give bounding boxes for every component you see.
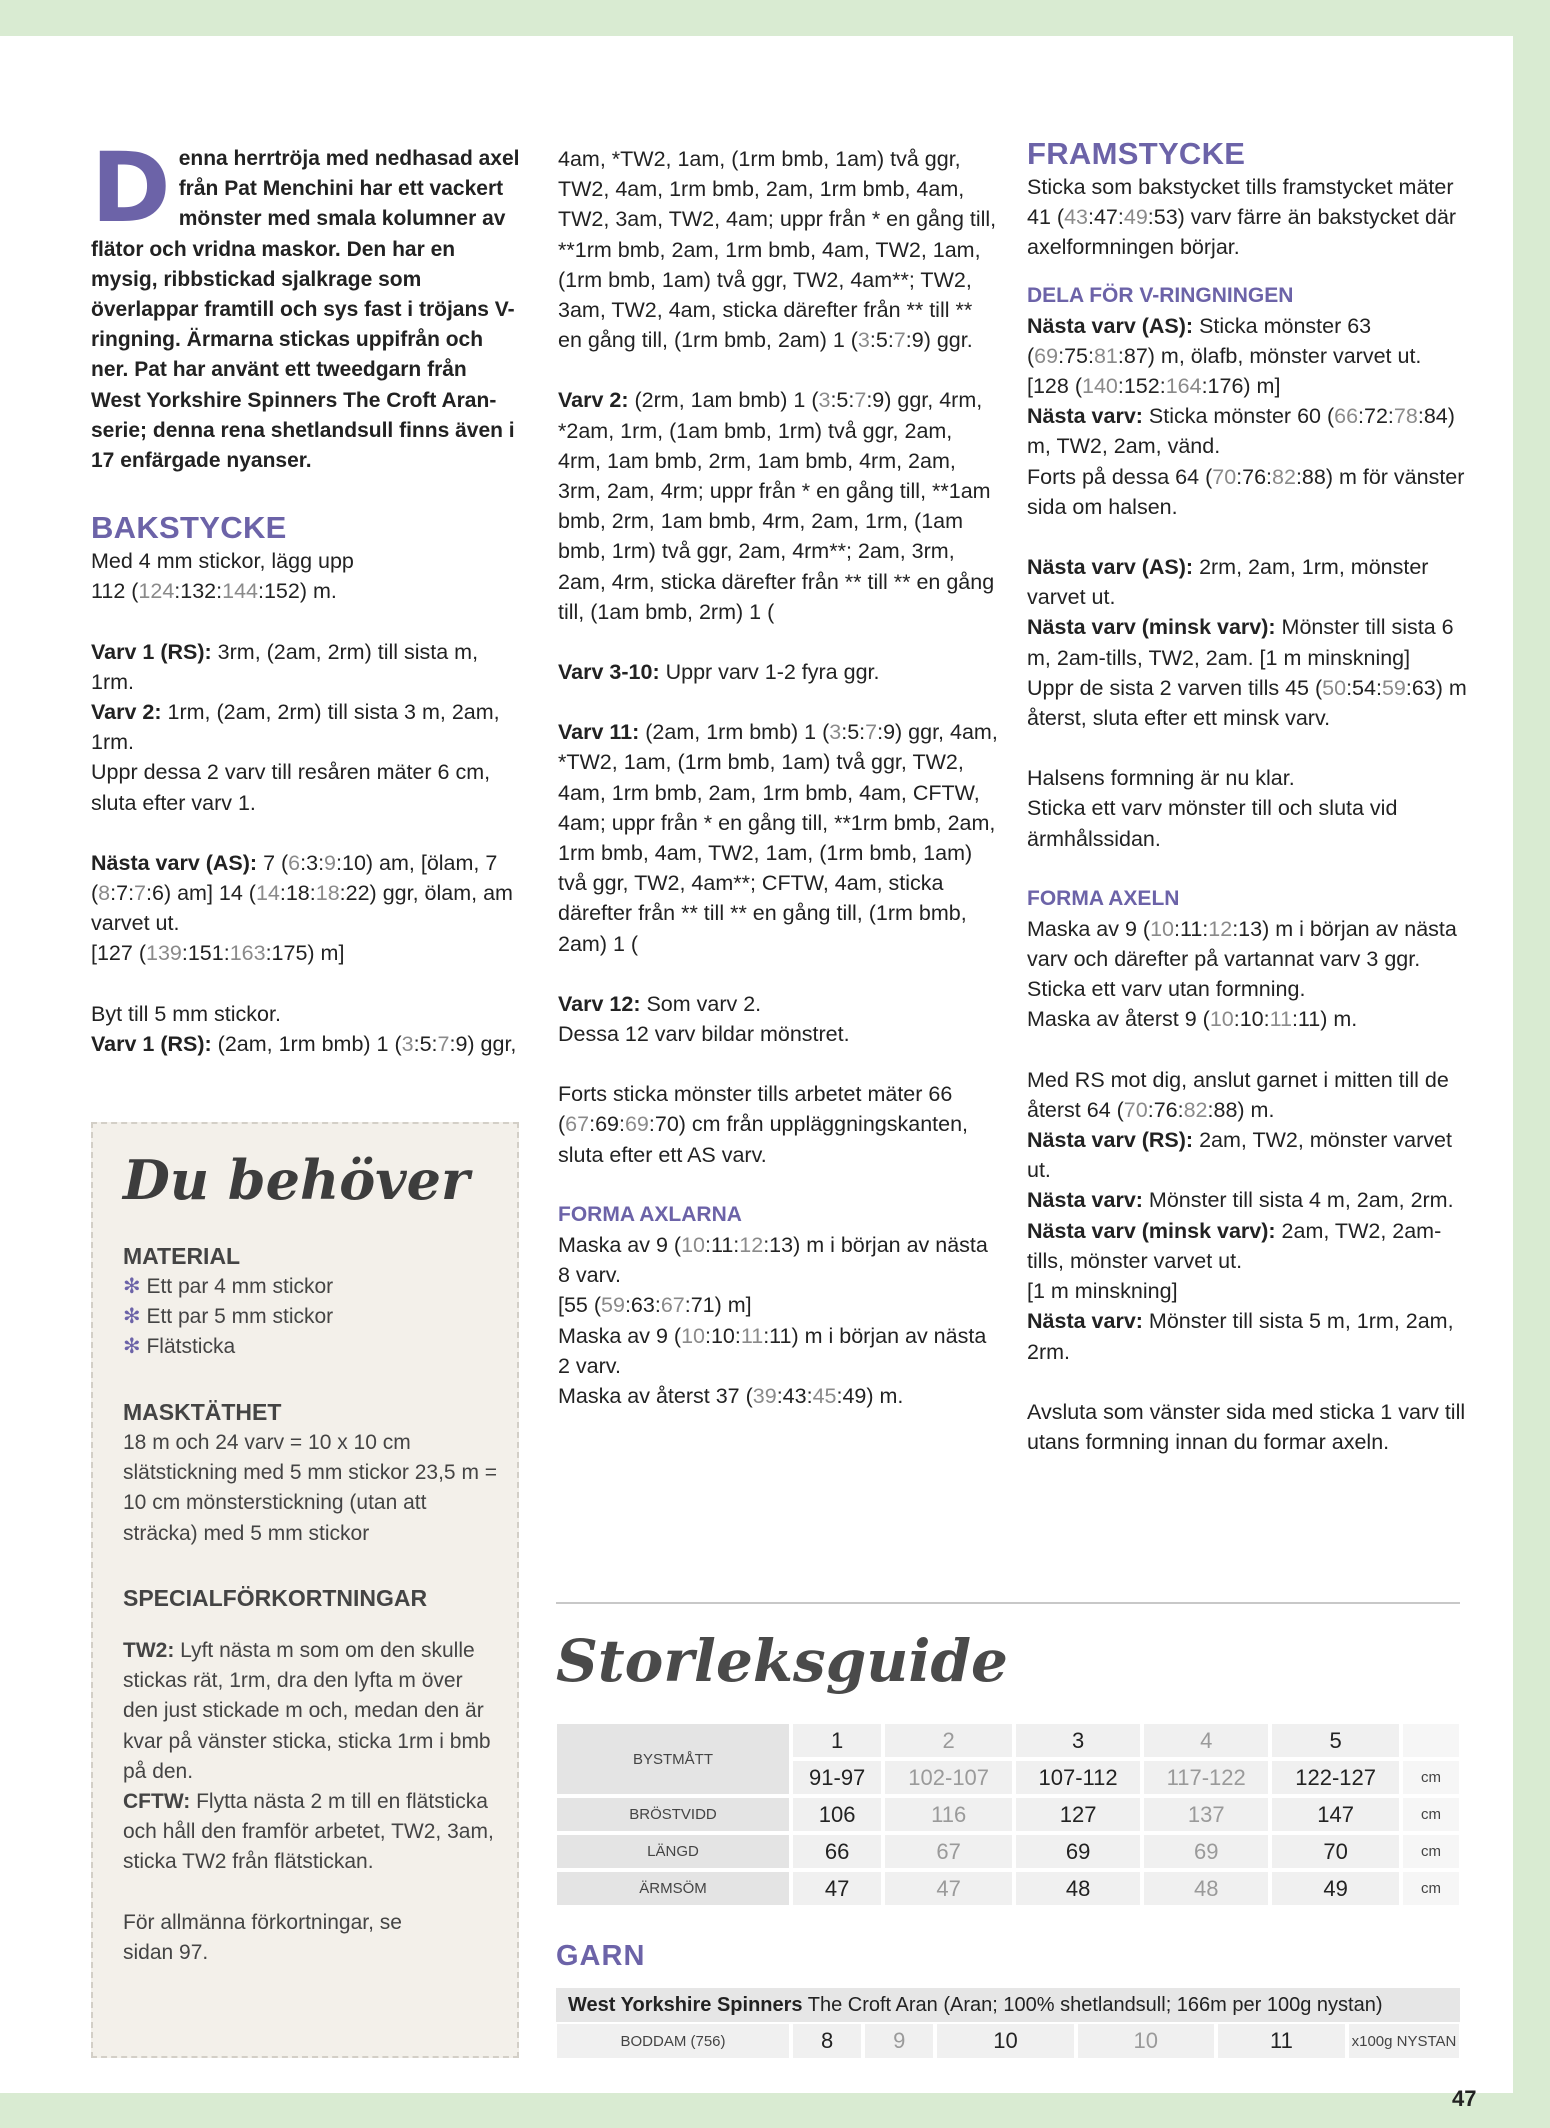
column-1 <box>91 132 521 1059</box>
fram-hals2: Sticka ett varv mönster till och sluta vid ärmhålssidan. <box>1027 796 1398 851</box>
fram-n5: Uppr de sista 2 varven tills 45 (50:54:59:63) m återst, sluta efter ett minsk varv. <box>1027 675 1467 731</box>
material-item-2: ✻ Ett par 5 mm stickor <box>123 1305 334 1329</box>
right-m4b: [1 m minskning] <box>1027 1279 1178 1304</box>
axl-1: Maska av 9 (10:11:12:13) m i början av nästa 8 varv. <box>558 1232 988 1288</box>
col2-varv3-10: Varv 3-10: Uppr varv 1-2 fyra ggr. <box>558 660 880 685</box>
size-unit: cm <box>1403 1872 1459 1905</box>
yarn-cell: 8 <box>793 2024 861 2058</box>
bak-byt: Byt till 5 mm stickor. <box>91 1001 281 1026</box>
garn-heading: GARN <box>556 1940 646 1972</box>
axeln-2: Sticka ett varv utan formning. <box>1027 977 1306 1002</box>
size-cell: 122-127 <box>1272 1761 1399 1794</box>
fram-hals1: Halsens formning är nu klar. <box>1027 766 1295 791</box>
bak-varv2: Varv 2: 1rm, (2am, 2rm) till sista 3 m, 2am, 1rm. <box>91 700 500 755</box>
forma-axlarna-heading: FORMA AXLARNA <box>558 1202 742 1226</box>
size-cell: 47 <box>793 1872 881 1905</box>
fram-n2: Nästa varv: Sticka mönster 60 (66:72:78:84) m, TW2, 2am, vänd. <box>1027 404 1455 459</box>
intro-paragraph <box>91 132 521 476</box>
material-section <box>123 1240 503 1363</box>
bak-varv1b: Varv 1 (RS): (2am, 1rm bmb) 1 (3:5:7:9) ggr, <box>91 1031 517 1056</box>
right-m1: Med RS mot dig, anslut garnet i mitten till de återst 64 (70:76:82:88) m. <box>1027 1067 1449 1122</box>
size-unit: cm <box>1403 1835 1459 1868</box>
tw2-def: TW2: Lyft nästa m som om den skulle stickas rät, 1rm, dra den lyfta m över den just stickade m och, medan den är kvar på vänster sticka, sticka 1rm i bmb på den. <box>123 1639 491 1783</box>
forma-axeln-heading: FORMA AXELN <box>1027 886 1180 910</box>
column-2 <box>558 144 998 1411</box>
size-1: 1 <box>793 1724 881 1757</box>
size-row-chest <box>557 1798 1459 1831</box>
size-5: 5 <box>1272 1724 1399 1757</box>
size-cell: 48 <box>1016 1872 1140 1905</box>
size-guide-title: Storleksguide <box>556 1627 1008 1695</box>
cftw-def: CFTW: Flytta nästa 2 m till en flätsticka och håll den framför arbetet, TW2, 3am, sticka TW2 från flätstickan. <box>123 1790 494 1874</box>
col2-forts: Forts sticka mönster tills arbetet mäter 66 (67:69:69:70) cm från uppläggningskanten, sluta efter ett AS varv. <box>558 1082 969 1167</box>
bak-uppr: Uppr dessa 2 varv till resåren mäter 6 cm, sluta efter varv 1. <box>91 760 491 815</box>
drop-cap: D <box>91 132 171 244</box>
right-m2: Nästa varv (RS): 2am, TW2, mönster varvet ut. <box>1027 1128 1452 1183</box>
fram-n1: Nästa varv (AS): Sticka mönster 63 (69:75:81:87) m, ölafb, mönster varvet ut. <box>1027 313 1422 368</box>
masktathet-heading: MASKTÄTHET <box>123 1399 282 1425</box>
fram-n4: Nästa varv (minsk varv): Mönster till sista 6 m, 2am-tills, TW2, 2am. [1 m minskning] <box>1027 615 1454 670</box>
page <box>0 36 1513 2111</box>
bak-nasta-varv: Nästa varv (AS): 7 (6:3:9:10) am, [ölam, 7 (8:7:7:6) am] 14 (14:18:18:22) ggr, ölam, am varvet ut. <box>91 850 513 936</box>
fram-n1d: [128 (140:152:164:176) m] <box>1027 374 1281 399</box>
size-cell: 49 <box>1272 1872 1399 1905</box>
size-header-row <box>557 1724 1459 1757</box>
col2-p1: 4am, *TW2, 1am, (1rm bmb, 1am) två ggr, TW2, 4am, 1rm bmb, 2am, 1rm bmb, 4am, TW2, 3am, TW2, 4am; uppr från * en gång till, **1rm bmb, 2am, 1rm bmb, 4am, TW2, 1am, (1rm bmb, 1am) två ggr, TW2, 4am**; TW2, 3am, TW2, 4am, sticka därefter från ** till ** en gång till, (1rm bmb, 2am) 1 (3:5:7:9) ggr. <box>558 147 997 353</box>
yarn-cell: 11 <box>1218 2024 1345 2058</box>
size-cell: 107-112 <box>1016 1761 1140 1794</box>
size-cell: 69 <box>1016 1835 1140 1868</box>
yarn-cell: 10 <box>937 2024 1073 2058</box>
size-cell: 137 <box>1144 1798 1268 1831</box>
size-cell: 70 <box>1272 1835 1399 1868</box>
material-item-1: ✻ Ett par 4 mm stickor <box>123 1275 334 1298</box>
yarn-unit: x100g NYSTAN <box>1349 2024 1459 2058</box>
size-cell: 102-107 <box>885 1761 1012 1794</box>
bak-varv1: Varv 1 (RS): 3rm, (2am, 2rm) till sista m, 1rm. <box>91 639 479 694</box>
size-row-sleeve <box>557 1872 1459 1905</box>
size-row-label: ÄRMSÖM <box>557 1872 789 1905</box>
axl-4: Maska av återst 37 (39:43:45:49) m. <box>558 1383 904 1408</box>
yarn-cell: 10 <box>1078 2024 1214 2058</box>
size-cell: 67 <box>885 1835 1012 1868</box>
avsluta: Avsluta som vänster sida med sticka 1 varv till utans formning innan du formar axeln. <box>1027 1399 1466 1454</box>
intro-text: enna herrtröja med nedhasad axel från Pat Menchini har ett vackert mönster med smala kolumner av flätor och vridna maskor. Den har en mysig, ribbstickad sjalkrage som överlappar framtill och sys fast i tröjans V-ringning. Ärmarna stickas uppifrån och ner. Pat har använt ett tweedgarn från West Yorkshire Spinners The Croft Aran-serie; denna rena shetlandsull finns även i 17 enfärgade nyanser. <box>91 147 520 473</box>
material-item-3: ✻ Flätsticka <box>123 1335 236 1359</box>
axl-3: Maska av 9 (10:10:11:11) m i början av nästa 2 varv. <box>558 1323 987 1378</box>
col2-dessa: Dessa 12 varv bildar mönstret. <box>558 1022 850 1047</box>
size-cell: 117-122 <box>1144 1761 1268 1794</box>
page-number: 47 <box>1452 2086 1477 2111</box>
size-2: 2 <box>885 1724 1012 1757</box>
size-unit: cm <box>1403 1761 1459 1794</box>
size-row-label: BYSTMÅTT <box>557 1724 789 1794</box>
materials-box <box>91 1122 519 2058</box>
yarn-color-label: BODDAM (756) <box>557 2024 789 2058</box>
size-cell: 48 <box>1144 1872 1268 1905</box>
column-3 <box>1027 136 1467 1457</box>
size-row-length <box>557 1835 1459 1868</box>
masktathet-section <box>123 1396 503 1549</box>
bakstycke-heading: BAKSTYCKE <box>91 510 287 546</box>
size-table <box>553 1720 1463 1909</box>
size-4: 4 <box>1144 1724 1268 1757</box>
size-row-label: BRÖSTVIDD <box>557 1798 789 1831</box>
dela-heading: DELA FÖR V-RINGNINGEN <box>1027 283 1294 307</box>
general-abbrev: För allmänna förkortningar, se sidan 97. <box>123 1910 402 1964</box>
yarn-table <box>553 2020 1463 2062</box>
col2-varv2: Varv 2: (2rm, 1am bmb) 1 (3:5:7:9) ggr, 4rm, *2am, 1rm, (1am bmb, 1rm) två ggr, 2am, 4rm, 1am bmb, 2rm, 1am bmb, 4rm, 2am, 3rm, 2am, 4rm; uppr från * en gång till, **1am bmb, 2rm, 1am bmb, 4rm, 2am, 1rm, (1am bmb, 1rm) två ggr, 2am, 4rm**; 2am, 3rm, 2am, 4rm, sticka därefter från ** till ** en gång till, (1am bmb, 2rm) 1 ( <box>558 388 995 624</box>
size-cell: 116 <box>885 1798 1012 1831</box>
bak-p1: Med 4 mm stickor, lägg upp 112 (124:132:144:152) m. <box>91 549 354 604</box>
size-cell: 47 <box>885 1872 1012 1905</box>
masktathet-text: 18 m och 24 varv = 10 x 10 cm slätstickning med 5 mm stickor 23,5 m = 10 cm mönsterstickning (utan att sträcka) med 5 mm stickor <box>123 1431 498 1545</box>
material-heading: MATERIAL <box>123 1243 241 1269</box>
size-cell: 69 <box>1144 1835 1268 1868</box>
right-m5: Nästa varv: Mönster till sista 5 m, 1rm, 2am, 2rm. <box>1027 1309 1454 1364</box>
right-m3: Nästa varv: Mönster till sista 4 m, 2am, 2rm. <box>1027 1188 1454 1213</box>
size-cell: 106 <box>793 1798 881 1831</box>
special-heading: SPECIALFÖRKORTNINGAR <box>123 1585 428 1611</box>
bak-count: [127 (139:151:163:175) m] <box>91 941 345 966</box>
framstycke-heading: FRAMSTYCKE <box>1027 136 1246 171</box>
size-header-blank <box>1403 1724 1459 1757</box>
yarn-row <box>557 2024 1459 2058</box>
box-title: Du behöver <box>123 1148 470 1212</box>
size-cell: 91-97 <box>793 1761 881 1794</box>
axeln-1: Maska av 9 (10:11:12:13) m i början av nästa varv och därefter på vartannat varv 3 ggr. <box>1027 916 1457 972</box>
yarn-cell: 9 <box>865 2024 933 2058</box>
axeln-3: Maska av återst 9 (10:10:11:11) m. <box>1027 1007 1358 1032</box>
size-cell: 66 <box>793 1835 881 1868</box>
divider <box>556 1602 1460 1604</box>
size-cell: 127 <box>1016 1798 1140 1831</box>
fram-n3: Nästa varv (AS): 2rm, 2am, 1rm, mönster varvet ut. <box>1027 555 1429 610</box>
right-m4: Nästa varv (minsk varv): 2am, TW2, 2am-tills, mönster varvet ut. <box>1027 1218 1442 1273</box>
size-3: 3 <box>1016 1724 1140 1757</box>
special-section <box>123 1582 503 1968</box>
fram-p1: Sticka som bakstycket tills framstycket mäter 41 (43:47:49:53) varv färre än bakstycket där axelformningen börjar. <box>1027 175 1457 260</box>
axl-2: [55 (59:63:67:71) m] <box>558 1293 752 1318</box>
size-row-label: LÄNGD <box>557 1835 789 1868</box>
fram-n2d: Forts på dessa 64 (70:76:82:88) m för vänster sida om halsen. <box>1027 464 1465 519</box>
yarn-description: West Yorkshire Spinners The Croft Aran (Aran; 100% shetlandsull; 166m per 100g nystan) <box>556 1988 1460 2022</box>
size-cell: 147 <box>1272 1798 1399 1831</box>
col2-varv11: Varv 11: (2am, 1rm bmb) 1 (3:5:7:9) ggr, 4am, *TW2, 1am, (1rm bmb, 1am) två ggr, TW2, 4am, 1rm bmb, 2am, 1rm bmb, 4am, CFTW, 4am; uppr från * en gång till, **1rm bmb, 2am, 1rm bmb, 4am, TW2, 1am, (1rm bmb, 1am) två ggr, TW2, 4am**; CFTW, 4am, sticka därefter från ** till ** en gång till, (1rm bmb, 2am) 1 ( <box>558 720 998 956</box>
size-unit: cm <box>1403 1798 1459 1831</box>
col2-varv12: Varv 12: Som varv 2. <box>558 991 762 1016</box>
